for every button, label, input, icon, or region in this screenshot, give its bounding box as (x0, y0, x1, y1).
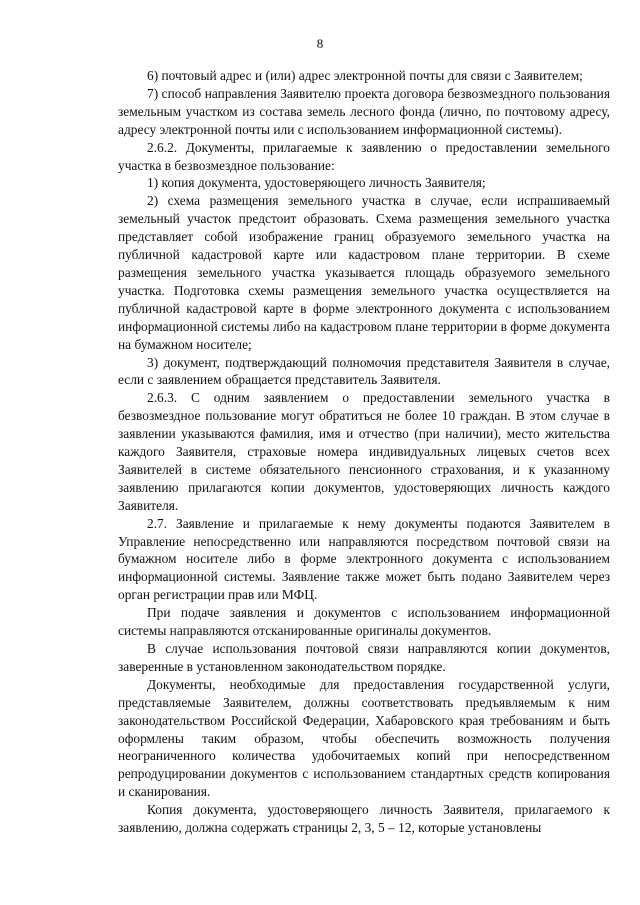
paragraph-2-6-2-item-1: 1) копия документа, удостоверяющего личность Заявителя; (147, 175, 486, 191)
paragraph-identity-copy: Копия документа, удостоверяющего личность Заявителя, прилагаемого к заявлению, должна содержать страницы 2, 3, 5 – 12, которые установлены (118, 802, 610, 836)
paragraph-postal-submission: В случае использования почтовой связи направляются копии документов, заверенные в установленном законодательством порядке. (118, 641, 610, 674)
paragraph-item-7: 7) способ направления Заявителю проекта договора безвозмездного пользования земельным участком из состава земель лесного фонда (лично, по почтовому адресу, адресу электронной почты или с использованием информационной системы). (118, 85, 610, 137)
paragraph-2-6-2: 2.6.2. Документы, прилагаемые к заявлению о предоставлении земельного участка в безвозмездное пользование: (118, 139, 610, 173)
paragraph-2-6-2-item-3: 3) документ, подтверждающий полномочия представителя Заявителя в случае, если с заявлением обращается представитель Заявителя. (118, 354, 610, 388)
paragraph-2-7: 2.7. Заявление и прилагаемые к нему документы подаются Заявителем в Управление непосредственно или направляются посредством почтовой связи на бумажном носителе либо в форме электронного документа с использованием информационной системы. Заявление также может быть подано Заявителем через орган регистрации прав или МФЦ. (118, 515, 610, 603)
paragraph-item-6: 6) почтовый адрес и (или) адрес электронной почты для связи с Заявителем; (147, 68, 583, 83)
paragraph-2-6-3: 2.6.3. С одним заявлением о предоставлении земельного участка в безвозмездное пользование могут обратиться не более 10 граждан. В этом случае в заявлении указываются фамилия, имя и отчество (при наличии), место жительства каждого Заявителя, страховые номера индивидуальных лицевых счетов всех Заявителей в системе обязательного пенсионного страхования, и к указанному заявлению прилагаются копии документов, удостоверяющих личность каждого Заявителя. (118, 390, 610, 513)
document-body (118, 67, 610, 837)
paragraph-2-6-2-item-2: 2) схема размещения земельного участка в случае, если испрашиваемый земельный участок предстоит образовать. Схема размещения земельного участка представляет собой изображение границ образуемого земельного участка на публичной кадастровой карте или кадастровом плане территории. В схеме размещения земельного участка указывается площадь образуемого земельного участка. Подготовка схемы размещения земельного участка осуществляется на публичной кадастровой карте в форме электронного документа с использованием информационной системы либо на кадастровом плане территории в форме документа на бумажном носителе; (118, 193, 610, 352)
page-number: 8 (316, 36, 324, 51)
paragraph-electronic-submission: При подаче заявления и документов с использованием информационной системы направляются отсканированные оригиналы документов. (118, 605, 610, 639)
paragraph-document-requirements: Документы, необходимые для предоставления государственной услуги, представляемые Заявителем, должны соответствовать предъявляемым к ним законодательством Российской Федерации, Хабаровского края требованиям и быть оформлены таким образом, чтобы обеспечить возможность получения неограниченного количества удобочитаемых копий при непосредственном репродуцировании документов с использованием стандартных средств копирования и сканирования. (118, 676, 610, 800)
